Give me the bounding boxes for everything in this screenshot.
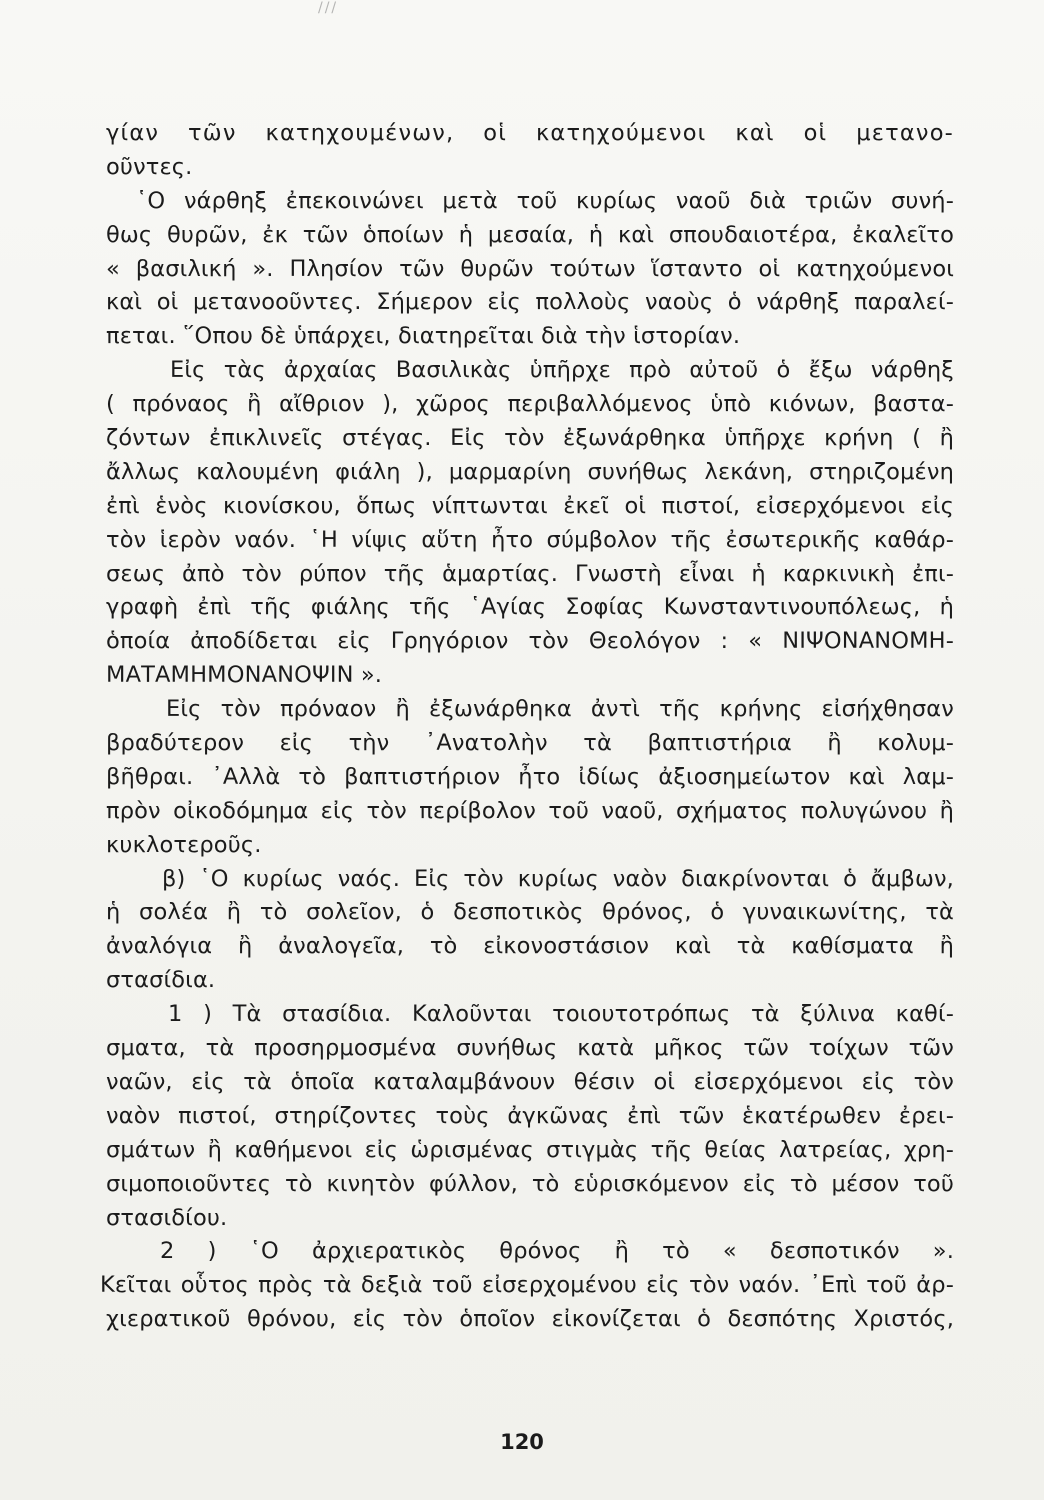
text-line: στασίδια. [106,967,216,994]
text-line: βῆθραι. ᾿Αλλὰ τὸ βαπτιστήριον ἦτο ἰδίως ἀξιοσημείωτον καὶ λαμ- [106,763,954,790]
text-line: σεως ἀπὸ τὸν ρύπον τῆς ἁμαρτίας. Γνωστὴ εἶναι ἡ καρκινικὴ ἐπι- [106,560,954,587]
body-text [100,117,954,1337]
text-line: καὶ οἱ μετανοοῦντες. Σήμερον εἰς πολλοὺς ναοὺς ὁ νάρθηξ παραλεί- [106,289,954,316]
text-line: τὸν ἱερὸν ναόν. ῾Η νίψις αὕτη ἦτο σύμβολον τῆς ἐσωτερικῆς καθάρ- [106,526,954,553]
text-line: ζόντων ἐπικλινεῖς στέγας. Εἰς τὸν ἐξωνάρθηκα ὑπῆρχε κρήνη ( ἢ [106,425,954,452]
text-line: ΜΑΤΑΜΗΜΟΝΑΝΟΨΙΝ ». [106,662,383,689]
page-number: 120 [500,1430,544,1454]
scan-artifact: /// [318,0,339,16]
text-line: ἄλλως καλουμένη φιάλη ), μαρμαρίνη συνήθως λεκάνη, στηριζομένη [106,458,954,485]
text-line: γίαν τῶν κατηχουμένων, οἱ κατηχούμενοι καὶ οἱ μετανο- [106,120,954,146]
text-line: Εἰς τὰς ἀρχαίας Βασιλικὰς ὑπῆρχε πρὸ αὐτοῦ ὁ ἔξω νάρθηξ [170,357,954,384]
text-line: βραδύτερον εἰς τὴν ᾿Ανατολὴν τὰ βαπτιστήρια ἢ κολυμ- [106,730,954,757]
text-line: θως θυρῶν, ἐκ τῶν ὁποίων ἡ μεσαία, ἡ καὶ σπουδαιοτέρα, ἐκαλεῖτο [106,221,954,248]
text-line: ῾Ο νάρθηξ ἐπεκοινώνει μετὰ τοῦ κυρίως ναοῦ διὰ τριῶν συνή- [136,187,954,214]
text-line: ναῶν, εἰς τὰ ὁποῖα καταλαμβάνουν θέσιν οἱ εἰσερχόμενοι εἰς τὸν [106,1068,954,1095]
text-line: « βασιλική ». Πλησίον τῶν θυρῶν τούτων ἵσταντο οἱ κατηχούμενοι [106,255,954,282]
text-line: ναὸν πιστοί, στηρίζοντες τοὺς ἀγκῶνας ἐπὶ τῶν ἑκατέρωθεν ἐρει- [106,1102,954,1129]
text-line: ἐπὶ ἑνὸς κιονίσκου, ὅπως νίπτωνται ἐκεῖ οἱ πιστοί, εἰσερχόμενοι εἰς [106,492,954,519]
text-line: ὁποία ἀποδίδεται εἰς Γρηγόριον τὸν Θεολόγον : « ΝΙΨΟΝΑΝΟΜΗ- [106,628,954,655]
text-line: χιερατικοῦ θρόνου, εἰς τὸν ὁποῖον εἰκονίζεται ὁ δεσπότης Χριστός, [106,1306,954,1333]
text-line: πεται. ῞Οπου δὲ ὑπάρχει, διατηρεῖται διὰ τὴν ἱστορίαν. [106,323,741,350]
text-line: ἀναλόγια ἢ ἀναλογεῖα, τὸ εἰκονοστάσιον καὶ τὰ καθίσματα ἢ [106,933,954,960]
text-line: κυκλοτεροῦς. [106,831,262,858]
text-line: ἡ σολέα ἢ τὸ σολεῖον, ὁ δεσποτικὸς θρόνος, ὁ γυναικωνίτης, τὰ [106,899,954,926]
text-line: Κεῖται οὗτος πρὸς τὰ δεξιὰ τοῦ εἰσερχομένου εἰς τὸν ναόν. ᾿Επὶ τοῦ ἀρ- [100,1272,954,1299]
text-line: σμάτων ἢ καθήμενοι εἰς ὡρισμένας στιγμὰς τῆς θείας λατρείας, χρη- [106,1136,954,1163]
text-line: σματα, τὰ προσηρμοσμένα συνήθως κατὰ μῆκος τῶν τοίχων τῶν [106,1035,954,1062]
section-heading-line: β) ῾Ο κυρίως ναός. Εἰς τὸν κυρίως ναὸν διακρίνονται ὁ ἄμβων, [162,865,954,892]
text-line: 1 ) Τὰ στασίδια. Καλοῦνται τοιουτοτρόπως τὰ ξύλινα καθί- [168,1001,954,1028]
text-line: ( πρόναος ἢ αἴθριον ), χῶρος περιβαλλόμενος ὑπὸ κιόνων, βαστα- [106,391,954,418]
text-line: 2 ) ῾Ο ἀρχιερατικὸς θρόνος ἢ τὸ « δεσποτικόν ». [160,1238,954,1265]
text-line: στασιδίου. [106,1204,228,1231]
text-line: οῦντες. [106,153,193,180]
text-line: Εἰς τὸν πρόναον ἢ ἐξωνάρθηκα ἀντὶ τῆς κρήνης εἰσήχθησαν [166,696,954,723]
text-line: σιμοποιοῦντες τὸ κινητὸν φύλλον, τὸ εὑρισκόμενον εἰς τὸ μέσον τοῦ [106,1170,954,1197]
text-line: γραφὴ ἐπὶ τῆς φιάλης τῆς ῾Αγίας Σοφίας Κωνσταντινουπόλεως, ἡ [106,594,954,621]
text-line: πρὸν οἰκοδόμημα εἰς τὸν περίβολον τοῦ ναοῦ, σχήματος πολυγώνου ἢ [106,797,954,824]
